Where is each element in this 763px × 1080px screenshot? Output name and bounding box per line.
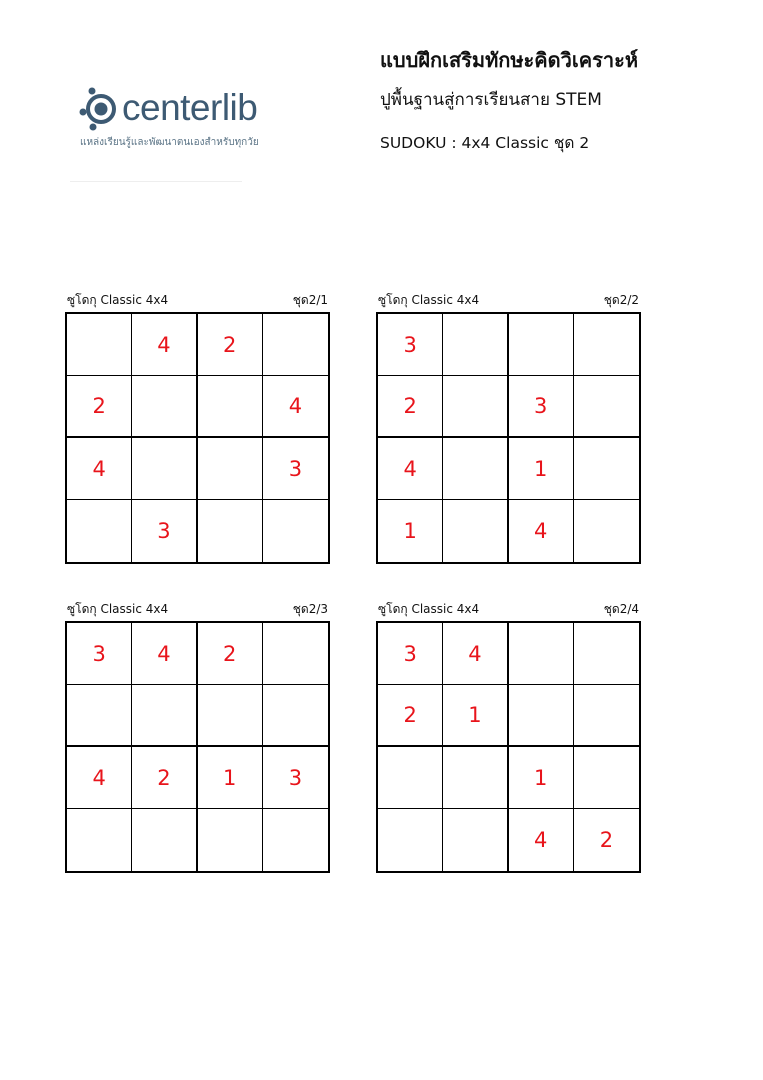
sudoku-cell: [574, 376, 639, 438]
sudoku-cell: [443, 809, 508, 871]
sudoku-cell: 4: [509, 500, 574, 562]
sudoku-cell: [574, 623, 639, 685]
sudoku-cell: 2: [198, 314, 263, 376]
puzzle-set-number: ชุด2/2: [603, 293, 639, 307]
sudoku-cell: 3: [67, 623, 132, 685]
sudoku-cell: [67, 685, 132, 747]
sudoku-cell: 4: [263, 376, 328, 438]
sudoku-cell: [132, 438, 197, 500]
sudoku-cell: 2: [132, 747, 197, 809]
worksheet-title: แบบฝึกเสริมทักษะคิดวิเคราะห์: [380, 48, 639, 72]
sudoku-cell: 4: [132, 623, 197, 685]
sudoku-cell: 2: [599, 828, 614, 852]
sudoku-cell: 1: [198, 747, 263, 809]
sudoku-cell: [443, 376, 508, 438]
sudoku-cell: [443, 314, 508, 376]
puzzle-set-number: ชุด2/1: [292, 293, 328, 307]
sudoku-cell: [443, 500, 508, 562]
logo-tagline: แหล่งเรียนรู้และพัฒนาตนเองสำหรับทุกวัย: [80, 137, 259, 148]
sudoku-cell: [263, 623, 328, 685]
sudoku-cell: 3: [132, 500, 197, 562]
sudoku-cell: 2: [198, 623, 263, 685]
sudoku-grid: [65, 621, 330, 873]
sudoku-cell: [443, 747, 508, 809]
sudoku-cell: [378, 747, 443, 809]
worksheet-subtitle: ปูพื้นฐานสู่การเรียนสาย STEM: [380, 90, 602, 110]
sudoku-cell: [509, 623, 574, 685]
sudoku-cell: 3: [263, 438, 328, 500]
puzzle-header: [65, 291, 330, 309]
sudoku-grid: [376, 312, 641, 564]
sudoku-cell: [67, 500, 132, 562]
sudoku-cell: 4: [67, 747, 132, 809]
sudoku-cell: [574, 314, 639, 376]
sudoku-cell: 2: [378, 685, 443, 747]
sudoku-cell: 1: [509, 747, 574, 809]
sudoku-cell: 2: [67, 376, 132, 438]
puzzle-label: ซูโดกุ Classic 4x4: [378, 602, 480, 616]
sudoku-cell: [263, 809, 328, 871]
molecule-logo-icon: [78, 86, 124, 132]
sudoku-cell: [198, 500, 263, 562]
puzzle-header: [65, 600, 330, 618]
logo-wordmark: centerlib: [122, 87, 258, 128]
puzzle-label: ซูโดกุ Classic 4x4: [67, 602, 169, 616]
puzzle-label: ซูโดกุ Classic 4x4: [67, 293, 169, 307]
sudoku-cell: 4: [132, 314, 197, 376]
sudoku-cell: [132, 376, 197, 438]
sudoku-cell: 3: [263, 747, 328, 809]
sudoku-cell: 3: [378, 314, 443, 376]
puzzle-set-number: ชุด2/4: [603, 602, 639, 616]
puzzle-header: [376, 291, 641, 309]
sudoku-cell: [574, 685, 639, 747]
sudoku-cell: [263, 500, 328, 562]
sudoku-cell: 4: [443, 623, 508, 685]
sudoku-cell: [132, 685, 197, 747]
sudoku-cell: [574, 747, 639, 809]
sudoku-cell: [574, 500, 639, 562]
sudoku-cell: 4: [67, 438, 132, 500]
sudoku-cell: 4: [378, 438, 443, 500]
sudoku-cell: 3: [509, 376, 574, 438]
sudoku-cell: [443, 438, 508, 500]
sudoku-cell: 2: [378, 376, 443, 438]
sudoku-cell: [263, 685, 328, 747]
sudoku-cell: [378, 809, 443, 871]
sudoku-cell: [198, 438, 263, 500]
sudoku-cell: 1: [443, 685, 508, 747]
puzzle-label: ซูโดกุ Classic 4x4: [378, 293, 480, 307]
sudoku-grid: [65, 312, 330, 564]
sudoku-cell: [198, 685, 263, 747]
sudoku-cell: 1: [378, 500, 443, 562]
sudoku-cell: 3: [378, 623, 443, 685]
sudoku-cell: [67, 809, 132, 871]
puzzle-set-number: ชุด2/3: [292, 602, 328, 616]
sudoku-set-title: SUDOKU : 4x4 Classic ชุด 2: [380, 134, 590, 152]
sudoku-cell: [67, 314, 132, 376]
divider: [70, 181, 242, 182]
sudoku-cell: 4: [509, 809, 574, 871]
sudoku-cell: [509, 685, 574, 747]
sudoku-cell: [198, 809, 263, 871]
sudoku-cell: [574, 438, 639, 500]
puzzle-header: [376, 600, 641, 618]
centerlib-logo: [78, 86, 308, 156]
sudoku-cell: [198, 376, 263, 438]
sudoku-cell: [132, 809, 197, 871]
sudoku-cell: 1: [509, 438, 574, 500]
sudoku-cell: [509, 314, 574, 376]
sudoku-grid: [376, 621, 641, 873]
sudoku-cell: [263, 314, 328, 376]
